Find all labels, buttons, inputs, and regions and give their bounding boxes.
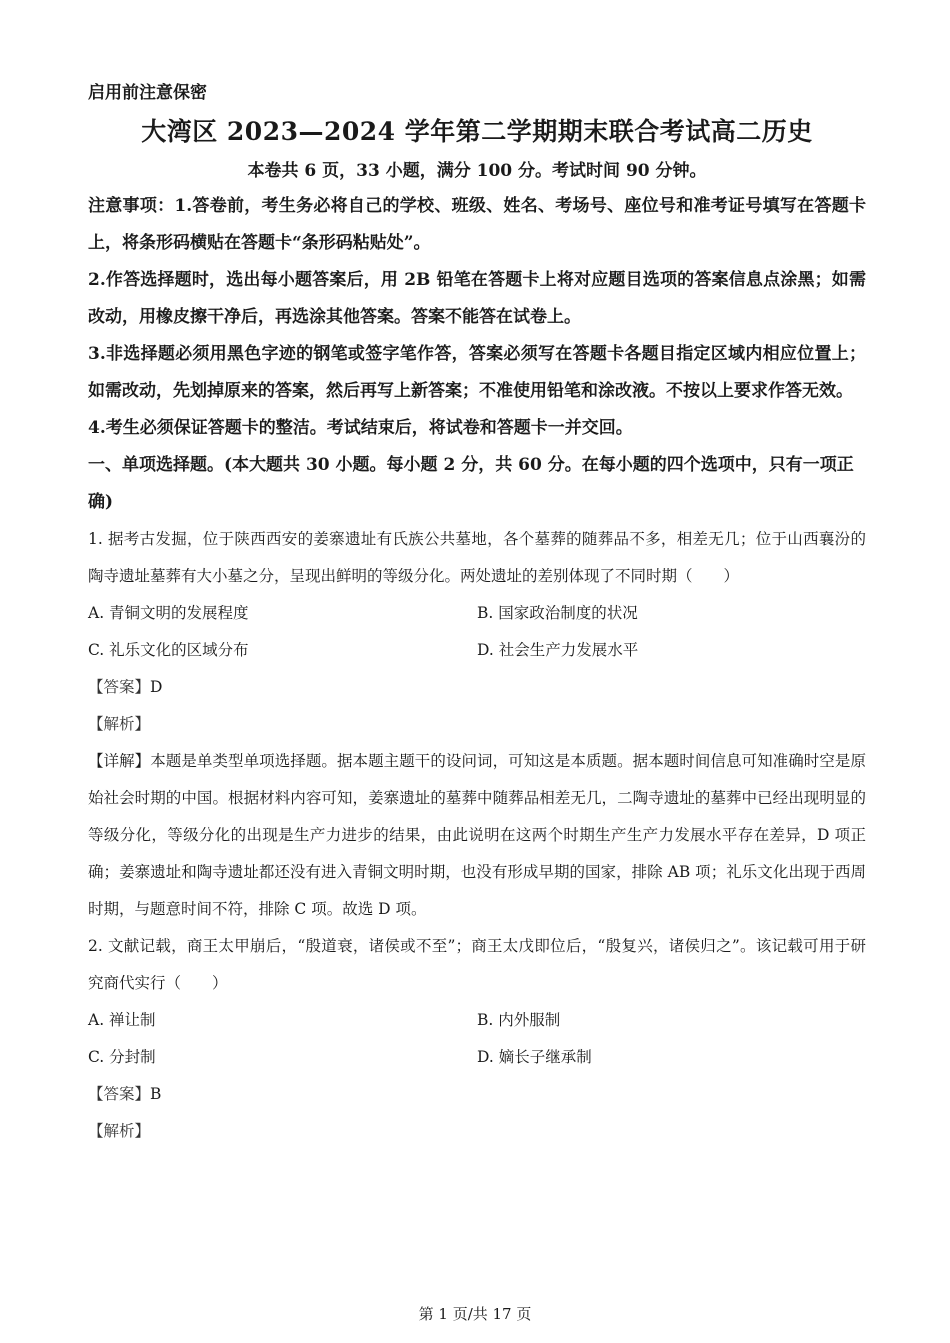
question-2-analysis-label: 【解析】 [88, 1122, 151, 1140]
question-1-option-c: C. 礼乐文化的区域分布 [88, 641, 249, 659]
detail-text: 本题是单类型单项选择题。据本题主题干的设问词，可知这是本质题。据本题时间信息可知准确时空是原始社会时期的中国。根据材料内容可知，姜寨遗址的墓葬中随葬品相差无几，二陶寺遗址的墓葬中已经出现明显的等级分化，等级分化的出现是生产力进步的结果，由此说明在这两个时期生产生产力发展水平存在差异，D 项正确；姜寨遗址和陶寺遗址都还没有进入青铜文明时期，也没有形成早期的国家，排除 AB 项；礼乐文化出现于西周时期，与题意时间不符，排除 C 项。故选 D 项。 [88, 752, 866, 918]
question-2-options-row-1 [88, 1002, 866, 1039]
question-1-option-d: D. 社会生产力发展水平 [477, 641, 639, 659]
question-1-options-row-2 [88, 632, 866, 669]
instruction-3: 3.非选择题必须用黑色字迹的钢笔或签字笔作答，答案必须写在答题卡各题目指定区域内相应位置上；如需改动，先划掉原来的答案，然后再写上新答案；不准使用铅笔和涂改液。不按以上要求作答无效。 [88, 344, 866, 401]
exam-title: 大湾区 2023—2024 学年第二学期期末联合考试高二历史 [141, 117, 813, 146]
question-2-option-c: C. 分封制 [88, 1048, 156, 1066]
instruction-1: 注意事项：1.答卷前，考生务必将自己的学校、班级、姓名、考场号、座位号和准考证号填写在答题卡上，将条形码横贴在答题卡“条形码粘贴处”。 [88, 196, 866, 253]
question-1-stem: 1. 据考古发掘，位于陕西西安的姜寨遗址有氏族公共墓地，各个墓葬的随葬品不多，相差无几；位于山西襄汾的陶寺遗址墓葬有大小墓之分，呈现出鲜明的等级分化。两处遗址的差别体现了不同时期（ ） [88, 530, 866, 585]
answer-label: 【答案】 [88, 1085, 151, 1103]
question-1-options-row-1 [88, 595, 866, 632]
page-number: 第 1 页/共 17 页 [418, 1305, 532, 1323]
instruction-4: 4.考生必须保证答题卡的整洁。考试结束后，将试卷和答题卡一并交回。 [88, 418, 633, 438]
answer-value: B [150, 1085, 162, 1103]
detail-label: 【详解】 [88, 752, 151, 770]
question-2-stem: 2. 文献记载，商王太甲崩后，“殷道衰，诸侯或不至”；商王太戊即位后，“殷复兴，诸侯归之”。该记载可用于研究商代实行（ ） [88, 937, 866, 992]
question-1-detail [88, 743, 866, 928]
question-2-option-a: A. 禅让制 [88, 1011, 156, 1029]
question-1-answer [88, 669, 866, 706]
question-1-option-b: B. 国家政治制度的状况 [477, 604, 638, 622]
confidential-note: 启用前注意保密 [88, 83, 207, 103]
instruction-2: 2.作答选择题时，选出每小题答案后，用 2B 铅笔在答题卡上将对应题目选项的答案信息点涂黑；如需改动，用橡皮擦干净后，再选涂其他答案。答案不能答在试卷上。 [88, 270, 866, 327]
question-1-analysis-label: 【解析】 [88, 715, 151, 733]
exam-subtitle: 本卷共 6 页，33 小题，满分 100 分。考试时间 90 分钟。 [247, 161, 707, 181]
exam-page [88, 78, 866, 1150]
question-2-option-d: D. 嫡长子继承制 [477, 1048, 592, 1066]
answer-label: 【答案】 [88, 678, 151, 696]
question-2-option-b: B. 内外服制 [477, 1011, 561, 1029]
question-1-option-a: A. 青铜文明的发展程度 [88, 604, 249, 622]
section-title: 一、单项选择题。(本大题共 30 小题。每小题 2 分，共 60 分。在每小题的四个选项中，只有一项正确) [88, 455, 854, 512]
question-2-options-row-2 [88, 1039, 866, 1076]
answer-value: D [150, 678, 163, 696]
question-2-answer [88, 1076, 866, 1113]
